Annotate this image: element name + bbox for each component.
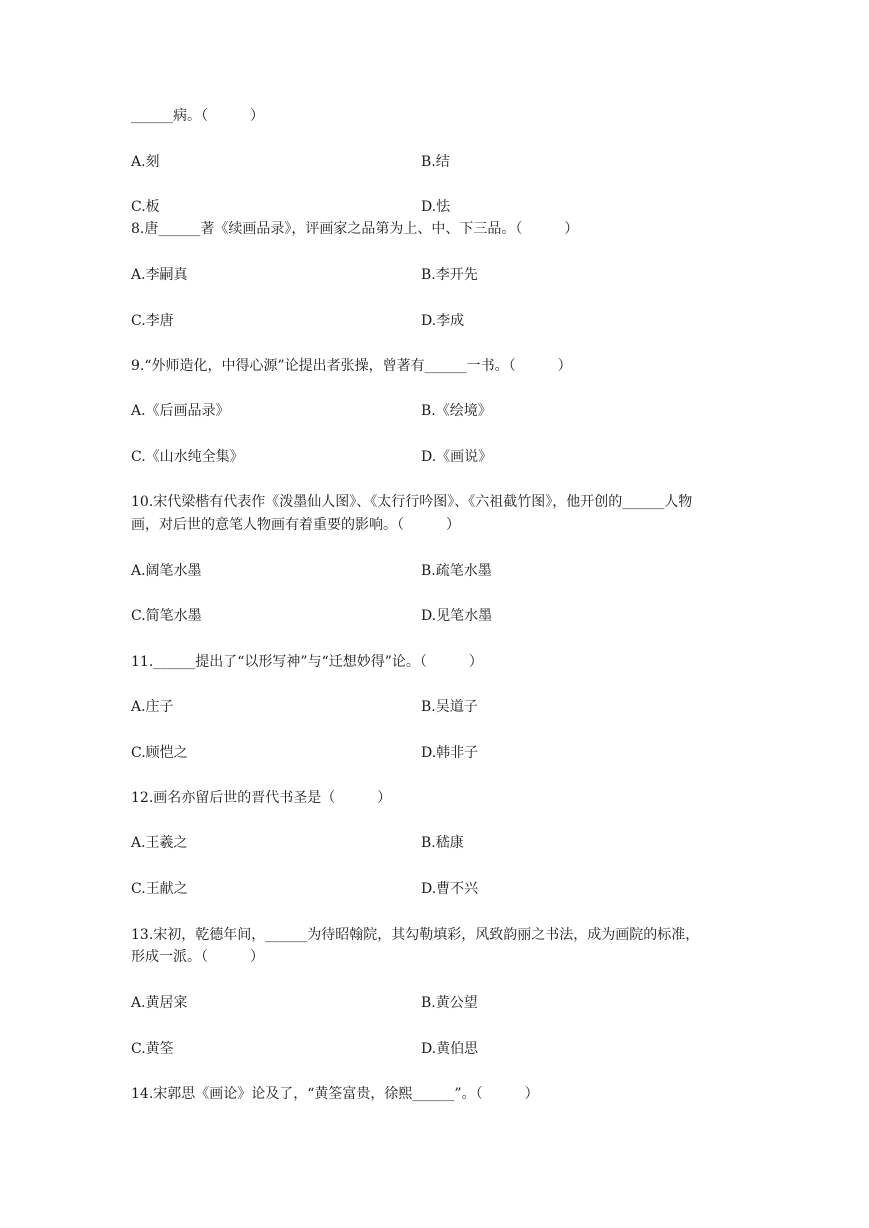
question-10-option-a[interactable]: A.阔笔水墨 [131,563,202,579]
question-7-option-d[interactable]: D.怯 [421,199,451,215]
question-8-option-a[interactable]: A.李嗣真 [131,267,188,283]
question-13-stem-line-1: 13.宋初，乾德年间，______为待昭翰院，其勾勒填彩，风致韵丽之书法，成为画院的标准， [131,927,700,943]
question-9-option-d[interactable]: D.《画说》 [421,449,493,465]
question-8-option-b[interactable]: B.李开先 [421,267,478,283]
question-14-stem: 14.宋郭思《画论》论及了，“黄筌富贵，徐熙______”。（ ） [131,1086,539,1102]
question-11-option-d[interactable]: D.韩非子 [421,745,479,761]
question-7-stem-continuation: ______病。（ ） [131,108,264,124]
question-10-option-c[interactable]: C.简笔水墨 [131,608,202,624]
question-9-stem: 9.“外师造化，中得心源”论提出者张操，曾著有______一书。（ ） [131,358,572,374]
question-12-option-d[interactable]: D.曹不兴 [421,881,479,897]
question-9-option-c[interactable]: C.《山水纯全集》 [131,449,244,465]
question-12-option-c[interactable]: C.王献之 [131,881,188,897]
question-13-option-b[interactable]: B.黄公望 [421,995,478,1011]
question-13-stem-line-2: 形成一派。（ ） [131,949,264,965]
question-7-option-a[interactable]: A.刻 [131,154,160,170]
question-12-stem: 12.画名亦留后世的晋代书圣是（ ） [131,790,392,806]
question-11-option-c[interactable]: C.顾恺之 [131,745,188,761]
question-11-option-a[interactable]: A.庄子 [131,699,174,715]
question-8-stem: 8.唐______著《续画品录》，评画家之品第为上、中、下三品。（ ） [131,221,579,237]
question-8-option-c[interactable]: C.李唐 [131,313,174,329]
question-10-stem-line-2: 画，对后世的意笔人物画有着重要的影响。（ ） [131,517,460,533]
question-13-option-a[interactable]: A.黄居寀 [131,995,188,1011]
question-12-option-b[interactable]: B.嵇康 [421,835,464,851]
question-10-option-b[interactable]: B.疏笔水墨 [421,563,492,579]
question-9-option-b[interactable]: B.《绘境》 [421,403,492,419]
question-10-stem-line-1: 10.宋代梁楷有代表作《泼墨仙人图》、《太行行吟图》、《六祖截竹图》，他开创的______人物 [131,494,693,510]
question-13-option-c[interactable]: C.黄筌 [131,1041,174,1057]
question-13-option-d[interactable]: D.黄伯思 [421,1041,479,1057]
question-11-option-b[interactable]: B.吴道子 [421,699,478,715]
question-11-stem: 11.______提出了“以形写神”与“迁想妙得”论。（ ） [131,654,483,670]
question-9-option-a[interactable]: A.《后画品录》 [131,403,230,419]
question-12-option-a[interactable]: A.王羲之 [131,835,188,851]
question-10-option-d[interactable]: D.见笔水墨 [421,608,493,624]
question-7-option-c[interactable]: C.板 [131,199,160,215]
question-8-option-d[interactable]: D.李成 [421,313,465,329]
question-7-option-b[interactable]: B.结 [421,154,450,170]
